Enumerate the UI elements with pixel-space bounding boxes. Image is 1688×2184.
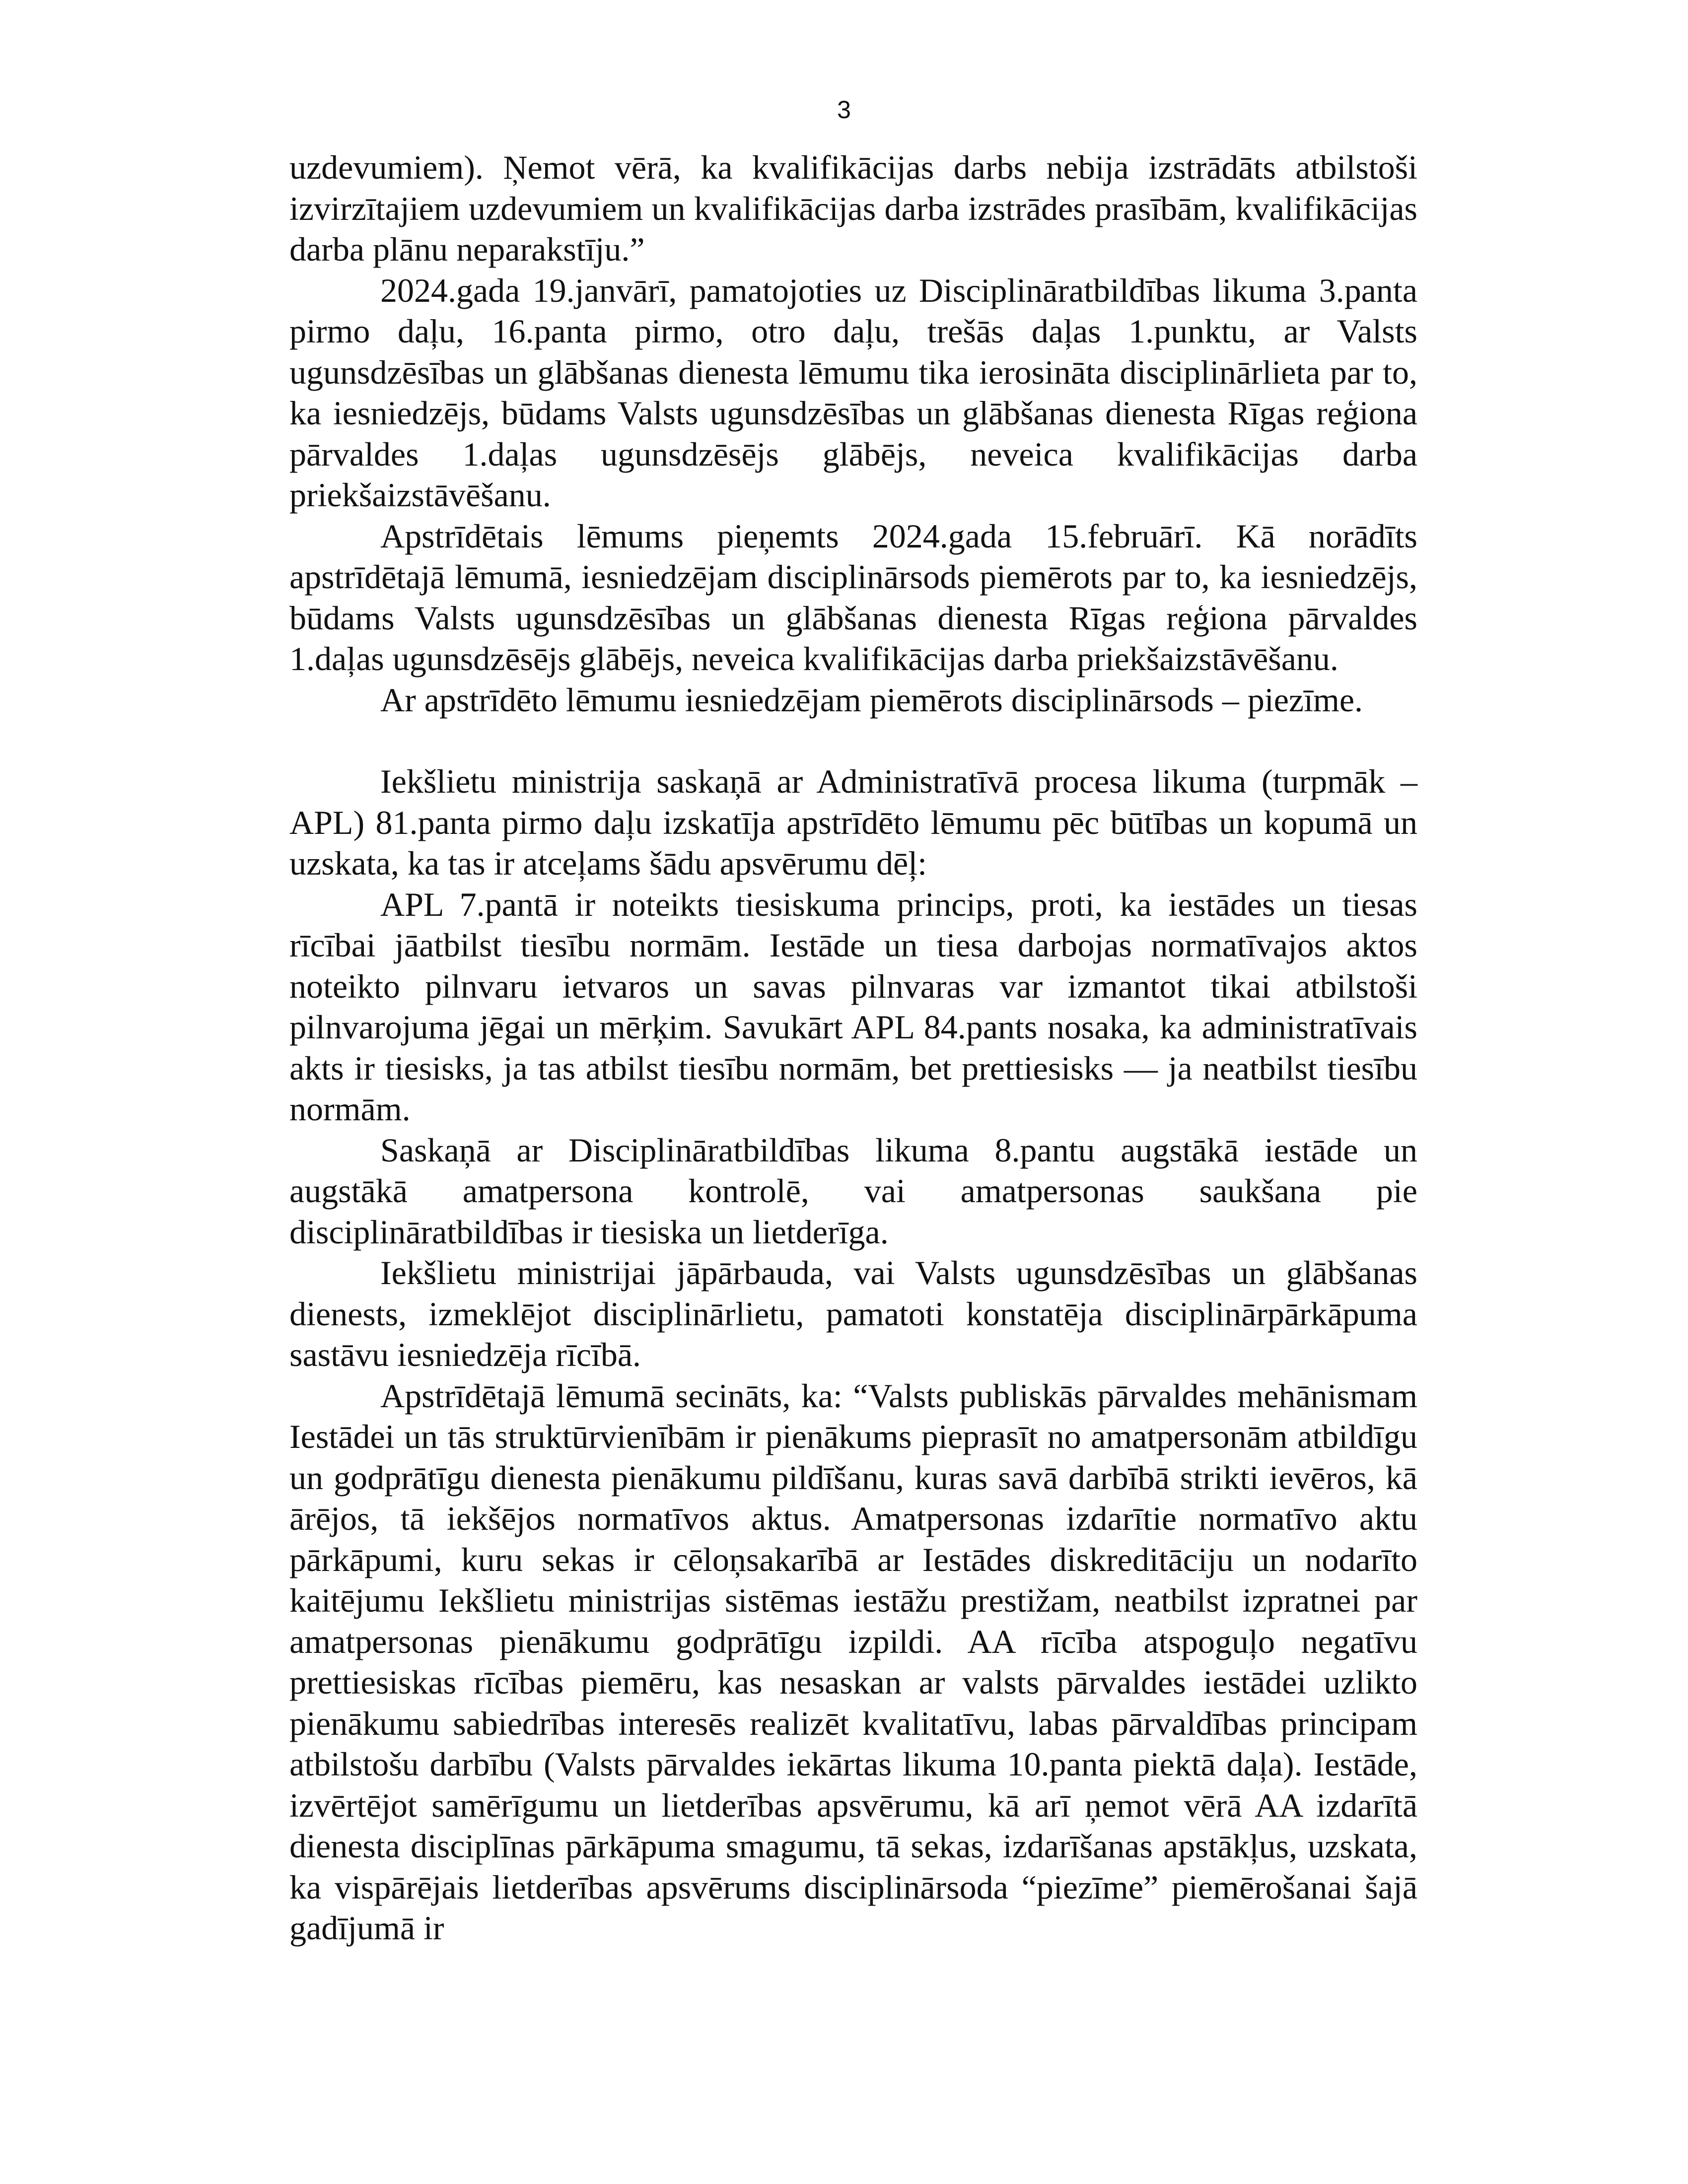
paragraph-decision-quote: Apstrīdētajā lēmumā secināts, ka: “Valsts publiskās pārvaldes mehānismam Iestādei un tās struktūrvienībām ir pienākums pieprasīt no amatpersonām atbildīgu un godprātīgu dienesta pienākumu pildīšanu, kuras savā darbībā strikti ievēros, kā ārējos, tā iekšējos normatīvos aktus. Amatpersonas izdarītie normatīvo aktu pārkāpumi, kuru sekas ir cēloņsakarībā ar Iestādes diskreditāciju un nodarīto kaitējumu Iekšlietu ministrijas sistēmas iestāžu prestižam, neatbilst izpratnei par amatpersonas pienākumu godprātīgu izpildi. AA rīcība atspoguļo negatīvu prettiesiskas rīcības piemēru, kas nesaskan ar valsts pārvaldes iestādei uzlikto pienākumu sabiedrības interesēs realizēt kvalitatīvu, labas pārvaldības principam atbilstošu darbību (Valsts pārvaldes iekārtas likuma 10.panta piektā daļa). Iestāde, izvērtējot samērīgumu un lietderības apsvērumu, kā arī ņemot vērā AA izdarītā dienesta disciplīnas pārkāpuma smagumu, tā sekas, izdarīšanas apstākļus, uzskata, ka vispārējais lietderības apsvērums disciplinārsoda “piezīme” piemērošanai šajā gadījumā ir bbox=[289, 1376, 1417, 1947]
paragraph-legality-principle: APL 7.pantā ir noteikts tiesiskuma princips, proti, ka iestādes un tiesas rīcībai jāatbilst tiesību normām. Iestāde un tiesa darbojas normatīvajos aktos noteikto pilnvaru ietvaros un savas pilnvaras var izmantot tikai atbilstoši pilnvarojuma jēgai un mērķim. Savukārt APL 84.pants nosaka, ka administratīvais akts ir tiesisks, ja tas atbilst tiesību normām, bet prettiesisks — ja neatbilst tiesību normām. bbox=[289, 885, 1417, 1128]
paragraph-contested-decision: Apstrīdētais lēmums pieņemts 2024.gada 15.februārī. Kā norādīts apstrīdētajā lēmumā, iesniedzējam disciplinārsods piemērots par to, ka iesniedzējs, būdams Valsts ugunsdzēsības un glābšanas dienesta Rīgas reģiona pārvaldes 1.daļas ugunsdzēsējs glābējs, neveica kvalifikācijas darba priekšaizstāvēšanu. bbox=[289, 517, 1417, 678]
paragraph-penalty: Ar apstrīdēto lēmumu iesniedzējam piemērots disciplinārsods – piezīme. bbox=[380, 681, 1363, 719]
page-number: 3 bbox=[837, 96, 851, 124]
paragraph-case-initiated: 2024.gada 19.janvārī, pamatojoties uz Disciplināratbildības likuma 3.panta pirmo daļu, 16.panta pirmo, otro daļu, trešās daļas 1.punktu, ar Valsts ugunsdzēsības un glābšanas dienesta lēmumu tika ierosināta disciplinārlieta par to, ka iesniedzējs, būdams Valsts ugunsdzēsības un glābšanas dienesta Rīgas reģiona pārvaldes 1.daļas ugunsdzēsējs glābējs, neveica kvalifikācijas darba priekšaizstāvēšanu. bbox=[289, 271, 1417, 514]
paragraph-quote-continuation: uzdevumiem). Ņemot vērā, ka kvalifikācijas darbs nebija izstrādāts atbilstoši izvirzītajiem uzdevumiem un kvalifikācijas darba izstrādes prasībām, kvalifikācijas darba plānu neparakstīju.” bbox=[289, 148, 1417, 268]
document-body bbox=[289, 147, 1417, 1949]
paragraph-ministry-check: Iekšlietu ministrijai jāpārbauda, vai Valsts ugunsdzēsības un glābšanas dienests, izmeklējot disciplinārlietu, pamatoti konstatēja disciplinārpārkāpuma sastāvu iesniedzēja rīcībā. bbox=[289, 1254, 1417, 1373]
paragraph-ministry-review: Iekšlietu ministrija saskaņā ar Administratīvā procesa likuma (turpmāk – APL) 81.panta pirmo daļu izskatīja apstrīdēto lēmumu pēc būtības un kopumā un uzskata, ka tas ir atceļams šādu apsvērumu dēļ: bbox=[289, 762, 1417, 882]
paragraph-gap bbox=[289, 720, 1417, 761]
paragraph-higher-authority: Saskaņā ar Disciplināratbildības likuma 8.pantu augstākā iestāde un augstākā amatpersona kontrolē, vai amatpersonas saukšana pie disciplināratbildības ir tiesiska un lietderīga. bbox=[289, 1131, 1417, 1251]
